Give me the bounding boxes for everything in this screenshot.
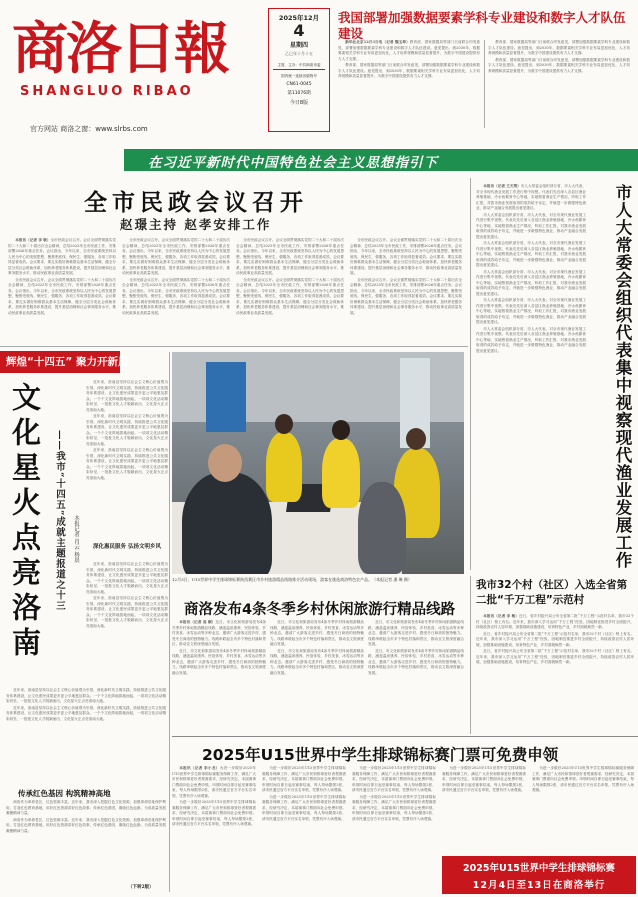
meeting-text-2: 全市民政会议召开。会议全面贯彻落实党的二十大和二十届历次全会精神，总结2025年全市民政工作，安排部署2026年重点任务。会议指出，今年以来，全市民政系统坚持以人民为中心的发展思想，聚焦兜底线、保民生、强服务，各项工作取得显著成效。会议要求，要扎实做好困难群众基本生活保障，健全分层分类社会救助体系，加快养老服务体系建设，提升基层治理和社会事务服务水平，推动民政事业高质量发展。 — [122, 238, 230, 275]
feature-body-3 — [6, 688, 166, 780]
rural-text-1b: 近日，市文化和旅游局发布4条冬季乡村休闲旅游精品线路，涵盖温泉康养、民俗体验、乡村美食、冰雪运动等多种业态，邀请广大游客走进乡村、感受冬日商洛的独特魅力。线路串联起全市多个特色村落和景区，推动农文旅深度融合发展。 — [172, 648, 266, 675]
right-story-dateline: 本报讯（记者 王天荆） — [483, 184, 521, 188]
photo-head-4 — [208, 444, 242, 482]
photo-person-yellow-2 — [322, 438, 360, 508]
right-column-rule — [470, 178, 471, 570]
right-story-text-3: 市人大常委会组织部分省、市人大代表，对全市现代渔业发展工作进行集中视察。代表们先后深入各县区渔业养殖基地、冷水鱼繁育中心等地，实地察看渔业生产情况，听取工作汇报，对我市渔业发展取得的成效给予肯定，并就进一步做强特色渔业、推动产业融合发展提出意见建议。 — [476, 241, 586, 267]
masthead — [0, 0, 638, 135]
photo-head-2 — [332, 420, 350, 440]
villages-text-2: 近日，省乡村振兴局公布全省第二批“千万工程”示范村名单，我市32个村（社区）榜上有名。近年来，我市深入学习运用“千万工程”经验，因地制宜推进乡村全面振兴，持续改善农村人居环境，加强基础设施建设，培育特色产业，乡村面貌焕然一新。 — [476, 631, 634, 647]
rural-col-2 — [270, 620, 364, 732]
feature-rule — [169, 352, 170, 892]
feature-intro-head — [86, 543, 168, 551]
news-photo — [172, 352, 464, 574]
volleyball-text-3: 为进一步做好2025年U15世界中学生排球锦标赛服务保障工作，满足广大市民和排球爱好者观赛需求，经研究决定，本届赛事门票面向社会免费申领。申领时间自即日起至赛事结束，每人每场限领2张，请市民通过官方平台实名申领，凭票有序入场观赛。 — [352, 766, 436, 792]
villages-text-3: 近日，省乡村振兴局公布全省第二批“千万工程”示范村名单，我市32个村（社区）榜上有名。近年来，我市深入学习运用“千万工程”经验，因地制宜推进乡村全面振兴，持续改善农村人居环境，加强基础设施建设，培育特色产业，乡村面貌焕然一新。 — [476, 649, 634, 664]
villages-text-1: 近日，省乡村振兴局公布全省第二批“千万工程”示范村名单，我市32个村（社区）榜上有名。近年来，我市深入学习运用“千万工程”经验，因地制宜推进乡村全面振兴，持续改善农村人居环境，加强基础设施建设，培育特色产业，乡村面貌焕然一新。 — [476, 614, 634, 629]
volleyball-text-1b: 为进一步做好2025年U15世界中学生排球锦标赛服务保障工作，满足广大市民和排球爱好者观赛需求，经研究决定，本届赛事门票面向社会免费申领。申领时间自即日起至赛事结束，每人每场限领2张，请市民通过官方平台实名申领，凭票有序入场观赛。 — [172, 800, 256, 826]
rural-col-3 — [368, 620, 464, 732]
volleyball-text-2: 为进一步做好2025年U15世界中学生排球锦标赛服务保障工作，满足广大市民和排球爱好者观赛需求，经研究决定，本届赛事门票面向社会免费申领。申领时间自即日起至赛事结束，每人每场限领2张，请市民通过官方平台实名申领，凭票有序入场观赛。 — [262, 766, 346, 792]
meeting-text-4: 全市民政会议召开。会议全面贯彻落实党的二十大和二十届历次全会精神，总结2025年全市民政工作，安排部署2026年重点任务。会议指出，今年以来，全市民政系统坚持以人民为中心的发展思想，聚焦兜底线、保民生、强服务，各项工作取得显著成效。会议要求，要扎实做好困难群众基本生活保障，健全分层分类社会救助体系，加快养老服务体系建设，提升基层治理和社会事务服务水平，推动民政事业高质量发展。 — [350, 238, 462, 275]
left-bottom-body — [6, 800, 166, 884]
section-banner — [124, 149, 638, 171]
villages-headline[interactable]: 我市32个村（社区）入选全省第二批“千万工程”示范村 — [476, 579, 628, 606]
left-bottom-headline[interactable]: 传承红色基因 构筑精神高地 — [18, 789, 111, 798]
left-bottom-text-1: 商洛作为革命老区，红色资源丰富。近年来，我市深入挖掘红色文化资源，加强革命旧址保护利用，打造红色教育基地，用好红色资源讲好红色故事，传承红色基因，赓续红色血脉，为高质量发展凝聚精神力量。 — [6, 800, 166, 815]
meeting-subhead: 赵璟主持 赵孝安排工作 — [120, 217, 272, 232]
meeting-story — [0, 178, 468, 346]
left-bottom-text-2: 商洛作为革命老区，红色资源丰富。近年来，我市深入挖掘红色文化资源，加强革命旧址保护利用，打造红色教育基地，用好红色资源讲好红色故事，传承红色基因，赓续红色血脉，为高质量发展凝聚精神力量。 — [6, 817, 166, 833]
feature-text-4: 近年来，洛南县坚持以社会主义核心价值观为引领，深化新时代文明实践，持续推进公共文化服务体系建设，让文化惠民成果更多更公平地惠及群众。一个个文化阵地拔地而起，一项项文化活动精彩纷呈，一批批文化人才脱颖而出，文化星火正点亮洛南大地。 — [86, 562, 168, 594]
volleyball-text-3b: 为进一步做好2025年U15世界中学生排球锦标赛服务保障工作，满足广大市民和排球爱好者观赛需求，经研究决定，本届赛事门票面向社会免费申领。申领时间自即日起至赛事结束，每人每场限领2张，请市民通过官方平台实名申领，凭票有序入场观赛。 — [352, 794, 436, 821]
rural-col-1 — [172, 620, 266, 732]
date-cn-code: CN61-0045 — [286, 82, 312, 87]
right-story-text-2: 市人大常委会组织部分省、市人大代表，对全市现代渔业发展工作进行集中视察。代表们先后深入各县区渔业养殖基地、冷水鱼繁育中心等地，实地察看渔业生产情况，听取工作汇报，对我市渔业发展取得的成效给予肯定，并就进一步做强特色渔业、推动产业融合发展提出意见建议。 — [476, 212, 586, 239]
volleyball-col-2 — [262, 766, 346, 890]
date-divider — [273, 69, 325, 70]
top-story-text-3: 教育部、国家数据局等部门日前联合印发意见，部署加强数据要素学科专业建设和数字人才队伍建设。意见提出，到2030年，数据要素相关学科专业布局更加优化，人才培养规模和质量显著提升，为数字中国建设提供有力人才支撑。 — [488, 40, 630, 55]
rural-text-2b: 近日，市文化和旅游局发布4条冬季乡村休闲旅游精品线路，涵盖温泉康养、民俗体验、乡村美食、冰雪运动等多种业态，邀请广大游客走进乡村、感受冬日商洛的独特魅力。线路串联起全市多个特色村落和景区，推动农文旅深度融合发展。 — [270, 648, 364, 675]
feature-body-2 — [86, 562, 168, 686]
date-box — [268, 8, 330, 132]
top-story-body-right — [488, 40, 630, 130]
feature-text-7: 近年来，洛南县坚持以社会主义核心价值观为引领，深化新时代文明实践，持续推进公共文化服务体系建设，让文化惠民成果更多更公平地惠及群众。一个个文化阵地拔地而起，一项项文化活动精彩纷呈，一批批文化人才脱颖而出，文化星火正点亮洛南大地。 — [6, 705, 166, 721]
volleyball-dateline: 本报讯（记者 李小龙） — [179, 766, 220, 770]
top-story-dateline: 新华社北京12月3日电（记者 魏玉坤） — [345, 40, 410, 44]
meeting-col-3 — [236, 238, 344, 346]
meeting-col-1 — [8, 238, 116, 346]
volleyball-text-5: 为进一步做好2025年U15世界中学生排球锦标赛服务保障工作，满足广大市民和排球爱好者观赛需求，经研究决定，本届赛事门票面向社会免费申领。申领时间自即日起至赛事结束，每人每场限领2张，请市民通过官方平台实名申领，凭票有序入场观赛。 — [532, 766, 634, 792]
feature-subline: ——我市“十四五”成就主题报道之十三 — [54, 430, 65, 611]
meeting-text-3: 全市民政会议召开。会议全面贯彻落实党的二十大和二十届历次全会精神，总结2025年全市民政工作，安排部署2026年重点任务。会议指出，今年以来，全市民政系统坚持以人民为中心的发展思想，聚焦兜底线、保民生、强服务，各项工作取得显著成效。会议要求，要扎实做好困难群众基本生活保障，健全分层分类社会救助体系，加快养老服务体系建设，提升基层治理和社会事务服务水平，推动民政事业高质量发展。 — [236, 238, 344, 275]
masthead-pinyin: SHANGLUO RIBAO — [20, 84, 194, 99]
top-story-text-4: 教育部、国家数据局等部门日前联合印发意见，部署加强数据要素学科专业建设和数字人才队伍建设。意见提出，到2030年，数据要素相关学科专业布局更加优化，人才培养规模和质量显著提升，为数字中国建设提供有力人才支撑。 — [488, 57, 630, 73]
right-story-body — [476, 184, 586, 568]
date-sponsor: 主管、主办：中共商洛市委 — [277, 63, 321, 67]
photo-person-yellow-1 — [266, 432, 302, 502]
masthead-website[interactable]: 官方网站 商洛之窗：www.slrbs.com — [30, 125, 148, 133]
date-year-month: 2025年12月 — [278, 14, 320, 22]
top-story-headline[interactable]: 我国部署加强数据要素学科专业建设和数字人才队伍建设 — [338, 10, 626, 41]
top-story-body-left — [338, 40, 480, 130]
feature-byline: 本报记者 肖云 杨晨 — [73, 515, 79, 563]
rural-text-2: 近日，市文化和旅游局发布4条冬季乡村休闲旅游精品线路，涵盖温泉康养、民俗体验、乡村美食、冰雪运动等多种业态，邀请广大游客走进乡村、感受冬日商洛的独特魅力。线路串联起全市多个特色村落和景区，推动农文旅深度融合发展。 — [270, 620, 364, 646]
right-story-headline[interactable]: 市人大常委会组织代表集中视察现代渔业发展工作 — [613, 184, 632, 569]
feature-text-5: 近年来，洛南县坚持以社会主义核心价值观为引领，深化新时代文明实践，持续推进公共文化服务体系建设，让文化惠民成果更多更公平地惠及群众。一个个文化阵地拔地而起，一项项文化活动精彩纷呈，一批批文化人才脱颖而出，文化星火正点亮洛南大地。 — [86, 596, 168, 628]
date-pages: 今日8版 — [289, 100, 309, 106]
rural-dateline: 本报讯（记者 高 颖） — [179, 620, 216, 624]
right-story-text-6: 市人大常委会组织部分省、市人大代表，对全市现代渔业发展工作进行集中视察。代表们先后深入各县区渔业养殖基地、冷水鱼繁育中心等地，实地察看渔业生产情况，听取工作汇报，对我市渔业发展取得的成效给予肯定，并就进一步做强特色渔业、推动产业融合发展提出意见建议。 — [476, 326, 586, 353]
volleyball-col-5 — [532, 766, 634, 858]
date-day: 4 — [293, 21, 305, 40]
left-bottom-cont[interactable]: （下转2版） — [128, 885, 154, 890]
top-story-text-2: 教育部、国家数据局等部门日前联合印发意见，部署加强数据要素学科专业建设和数字人才队伍建设。意见提出，到2030年，数据要素相关学科专业布局更加优化，人才培养规模和质量显著提升，为数字中国建设提供有力人才支撑。 — [338, 63, 480, 78]
rural-text-1: 近日，市文化和旅游局发布4条冬季乡村休闲旅游精品线路，涵盖温泉康养、民俗体验、乡村美食、冰雪运动等多种业态，邀请广大游客走进乡村、感受冬日商洛的独特魅力。线路串联起全市多个特色村落和景区，推动农文旅深度融合发展。 — [172, 620, 266, 646]
banner-text: 在习近平新时代中国特色社会主义思想指引下 — [148, 155, 438, 171]
feature-intro-text: 深化惠民服务 弘扬文明乡风 — [93, 544, 161, 550]
photo-stand-banner — [206, 362, 246, 432]
feature-column-tag — [0, 351, 129, 373]
feature-text-2: 近年来，洛南县坚持以社会主义核心价值观为引领，深化新时代文明实践，持续推进公共文化服务体系建设，让文化惠民成果更多更公平地惠及群众。一个个文化阵地拔地而起，一项项文化活动精彩纷呈，一批批文化人才脱颖而出，文化星火正点亮洛南大地。 — [86, 414, 168, 446]
feature-headline[interactable]: 文化星火点亮洛南 — [8, 382, 42, 662]
date-serial-label: 国内统一连续出版物号 — [281, 74, 317, 78]
feature-text-1: 近年来，洛南县坚持以社会主义核心价值观为引领，深化新时代文明实践，持续推进公共文化服务体系建设，让文化惠民成果更多更公平地惠及群众。一个个文化阵地拔地而起，一项项文化活动精彩纷呈，一批批文化人才脱颖而出，文化星火正点亮洛南大地。 — [86, 380, 168, 412]
date-issue: 第11076期 — [287, 91, 311, 96]
meeting-col-2 — [122, 238, 230, 346]
photo-person-dark — [182, 472, 272, 574]
top-story-text: 教育部、国家数据局等部门日前联合印发意见，部署加强数据要素学科专业建设和数字人才队伍建设。意见提出，到2030年，数据要素相关学科专业布局更加优化，人才培养规模和质量显著提升，为数字中国建设提供有力人才支撑。 — [338, 40, 480, 61]
promo-line-1: 2025年U15世界中学生排球锦标赛 — [463, 863, 615, 874]
volleyball-col-3 — [352, 766, 436, 890]
meeting-col-4 — [350, 238, 462, 346]
meeting-headline[interactable]: 全市民政会议召开 — [84, 190, 308, 216]
right-story-text-5: 市人大常委会组织部分省、市人大代表，对全市现代渔业发展工作进行集中视察。代表们先后深入各县区渔业养殖基地、冷水鱼繁育中心等地，实地察看渔业生产情况，听取工作汇报，对我市渔业发展取得的成效给予肯定，并就进一步做强特色渔业、推动产业融合发展提出意见建议。 — [476, 298, 586, 324]
masthead-title: 商洛日報 — [12, 16, 228, 82]
rural-headline[interactable]: 商洛发布4条冬季乡村休闲旅游行精品线路 — [184, 602, 456, 618]
meeting-dateline: 本报讯（记者 李 敏） — [15, 238, 51, 242]
villages-body — [476, 614, 634, 732]
top-story-col-rule — [484, 40, 485, 128]
promo-box[interactable] — [442, 856, 636, 894]
feature-column-label: 辉煌“十四五” 聚力开新局 — [6, 356, 129, 368]
right-story-text-4: 市人大常委会组织部分省、市人大代表，对全市现代渔业发展工作进行集中视察。代表们先后深入各县区渔业养殖基地、冷水鱼繁育中心等地，实地察看渔业生产情况，听取工作汇报，对我市渔业发展取得的成效给予肯定，并就进一步做强特色渔业、推动产业融合发展提出意见建议。 — [476, 269, 586, 296]
feature-body-1 — [86, 380, 168, 540]
rural-text-3: 近日，市文化和旅游局发布4条冬季乡村休闲旅游精品线路，涵盖温泉康养、民俗体验、乡村美食、冰雪运动等多种业态，邀请广大游客走进乡村、感受冬日商洛的独特魅力。线路串联起全市多个特色村落和景区，推动农文旅深度融合发展。 — [368, 620, 464, 646]
volleyball-headline[interactable]: 2025年U15世界中学生排球锦标赛门票可免费申领 — [202, 746, 559, 764]
feature-text-3: 近年来，洛南县坚持以社会主义核心价值观为引领，深化新时代文明实践，持续推进公共文化服务体系建设，让文化惠民成果更多更公平地惠及群众。一个个文化阵地拔地而起，一项项文化活动精彩纷呈，一批批文化人才脱颖而出，文化星火正点亮洛南大地。 — [86, 448, 168, 480]
villages-rule — [470, 576, 471, 734]
meeting-text-4b: 全市民政会议召开。会议全面贯彻落实党的二十大和二十届历次全会精神，总结2025年全市民政工作，安排部署2026年重点任务。会议指出，今年以来，全市民政系统坚持以人民为中心的发展思想，聚焦兜底线、保民生、强服务，各项工作取得显著成效。会议要求，要扎实做好困难群众基本生活保障，健全分层分类社会救助体系，加快养老服务体系建设，提升基层治理和社会事务服务水平，推动民政事业高质量发展。 — [350, 277, 462, 315]
volleyball-col-1 — [172, 766, 256, 890]
date-lunar: 乙巳年十月十五 — [285, 51, 313, 56]
volleyball-text-4: 为进一步做好2025年U15世界中学生排球锦标赛服务保障工作，满足广大市民和排球爱好者观赛需求，经研究决定，本届赛事门票面向社会免费申领。申领时间自即日起至赛事结束，每人每场限领2张，请市民通过官方平台实名申领，凭票有序入场观赛。 — [442, 766, 526, 792]
feature-text-6: 近年来，洛南县坚持以社会主义核心价值观为引领，深化新时代文明实践，持续推进公共文化服务体系建设，让文化惠民成果更多更公平地惠及群众。一个个文化阵地拔地而起，一项项文化活动精彩纷呈，一批批文化人才脱颖而出，文化星火正点亮洛南大地。 — [6, 688, 166, 703]
volleyball-col-4 — [442, 766, 526, 858]
date-weekday: 星期四 — [289, 42, 308, 49]
meeting-text-1: 全市民政会议召开。会议全面贯彻落实党的二十大和二十届历次全会精神，总结2025年全市民政工作，安排部署2026年重点任务。会议指出，今年以来，全市民政系统坚持以人民为中心的发展思想，聚焦兜底线、保民生、强服务，各项工作取得显著成效。会议要求，要扎实做好困难群众基本生活保障，健全分层分类社会救助体系，加快养老服务体系建设，提升基层治理和社会事务服务水平，推动民政事业高质量发展。 — [8, 238, 116, 275]
photo-head-3 — [406, 428, 426, 450]
volleyball-text-2b: 为进一步做好2025年U15世界中学生排球锦标赛服务保障工作，满足广大市民和排球爱好者观赛需求，经研究决定，本届赛事门票面向社会免费申领。申领时间自即日起至赛事结束，每人每场限领2张，请市民通过官方平台实名申领，凭票有序入场观赛。 — [262, 794, 346, 821]
promo-line-2: 12月4日至13日在商洛举行 — [472, 880, 606, 891]
meeting-text-1b: 全市民政会议召开。会议全面贯彻落实党的二十大和二十届历次全会精神，总结2025年全市民政工作，安排部署2026年重点任务。会议指出，今年以来，全市民政系统坚持以人民为中心的发展思想，聚焦兜底线、保民生、强服务，各项工作取得显著成效。会议要求，要扎实做好困难群众基本生活保障，健全分层分类社会救助体系，加快养老服务体系建设，提升基层治理和社会事务服务水平，推动民政事业高质量发展。 — [8, 277, 116, 315]
right-story-text-1: 市人大常委会组织部分省、市人大代表，对全市现代渔业发展工作进行集中视察。代表们先后深入各县区渔业养殖基地、冷水鱼繁育中心等地，实地察看渔业生产情况，听取工作汇报，对我市渔业发展取得的成效给予肯定，并就进一步做强特色渔业、推动产业融合发展提出意见建议。 — [476, 184, 586, 210]
photo-caption: 12月3日，U15世界中学生排球锦标赛陕西赛区市乡村旅游精品线路推介活动现场，游客在挑选商洛特色农产品。（本报记者 潘 琳 摄） — [172, 577, 412, 582]
volleyball-text-1: 为进一步做好2025年U15世界中学生排球锦标赛服务保障工作，满足广大市民和排球爱好者观赛需求，经研究决定，本届赛事门票面向社会免费申领。申领时间自即日起至赛事结束，每人每场限领2张，请市民通过官方平台实名申领，凭票有序入场观赛。 — [172, 766, 256, 798]
photo-head-1 — [275, 414, 293, 434]
meeting-text-2b: 全市民政会议召开。会议全面贯彻落实党的二十大和二十届历次全会精神，总结2025年全市民政工作，安排部署2026年重点任务。会议指出，今年以来，全市民政系统坚持以人民为中心的发展思想，聚焦兜底线、保民生、强服务，各项工作取得显著成效。会议要求，要扎实做好困难群众基本生活保障，健全分层分类社会救助体系，加快养老服务体系建设，提升基层治理和社会事务服务水平，推动民政事业高质量发展。 — [122, 277, 230, 315]
rural-text-3b: 近日，市文化和旅游局发布4条冬季乡村休闲旅游精品线路，涵盖温泉康养、民俗体验、乡村美食、冰雪运动等多种业态，邀请广大游客走进乡村、感受冬日商洛的独特魅力。线路串联起全市多个特色村落和景区，推动农文旅深度融合发展。 — [368, 648, 464, 675]
villages-dateline: 本报讯（记者 李 敏） — [483, 614, 519, 618]
meeting-bottom-rule — [0, 346, 468, 347]
volleyball-rule — [172, 736, 638, 737]
meeting-text-3b: 全市民政会议召开。会议全面贯彻落实党的二十大和二十届历次全会精神，总结2025年全市民政工作，安排部署2026年重点任务。会议指出，今年以来，全市民政系统坚持以人民为中心的发展思想，聚焦兜底线、保民生、强服务，各项工作取得显著成效。会议要求，要扎实做好困难群众基本生活保障，健全分层分类社会救助体系，加快养老服务体系建设，提升基层治理和社会事务服务水平，推动民政事业高质量发展。 — [236, 277, 344, 315]
photo-person-grey — [358, 482, 406, 574]
top-story — [338, 10, 630, 132]
